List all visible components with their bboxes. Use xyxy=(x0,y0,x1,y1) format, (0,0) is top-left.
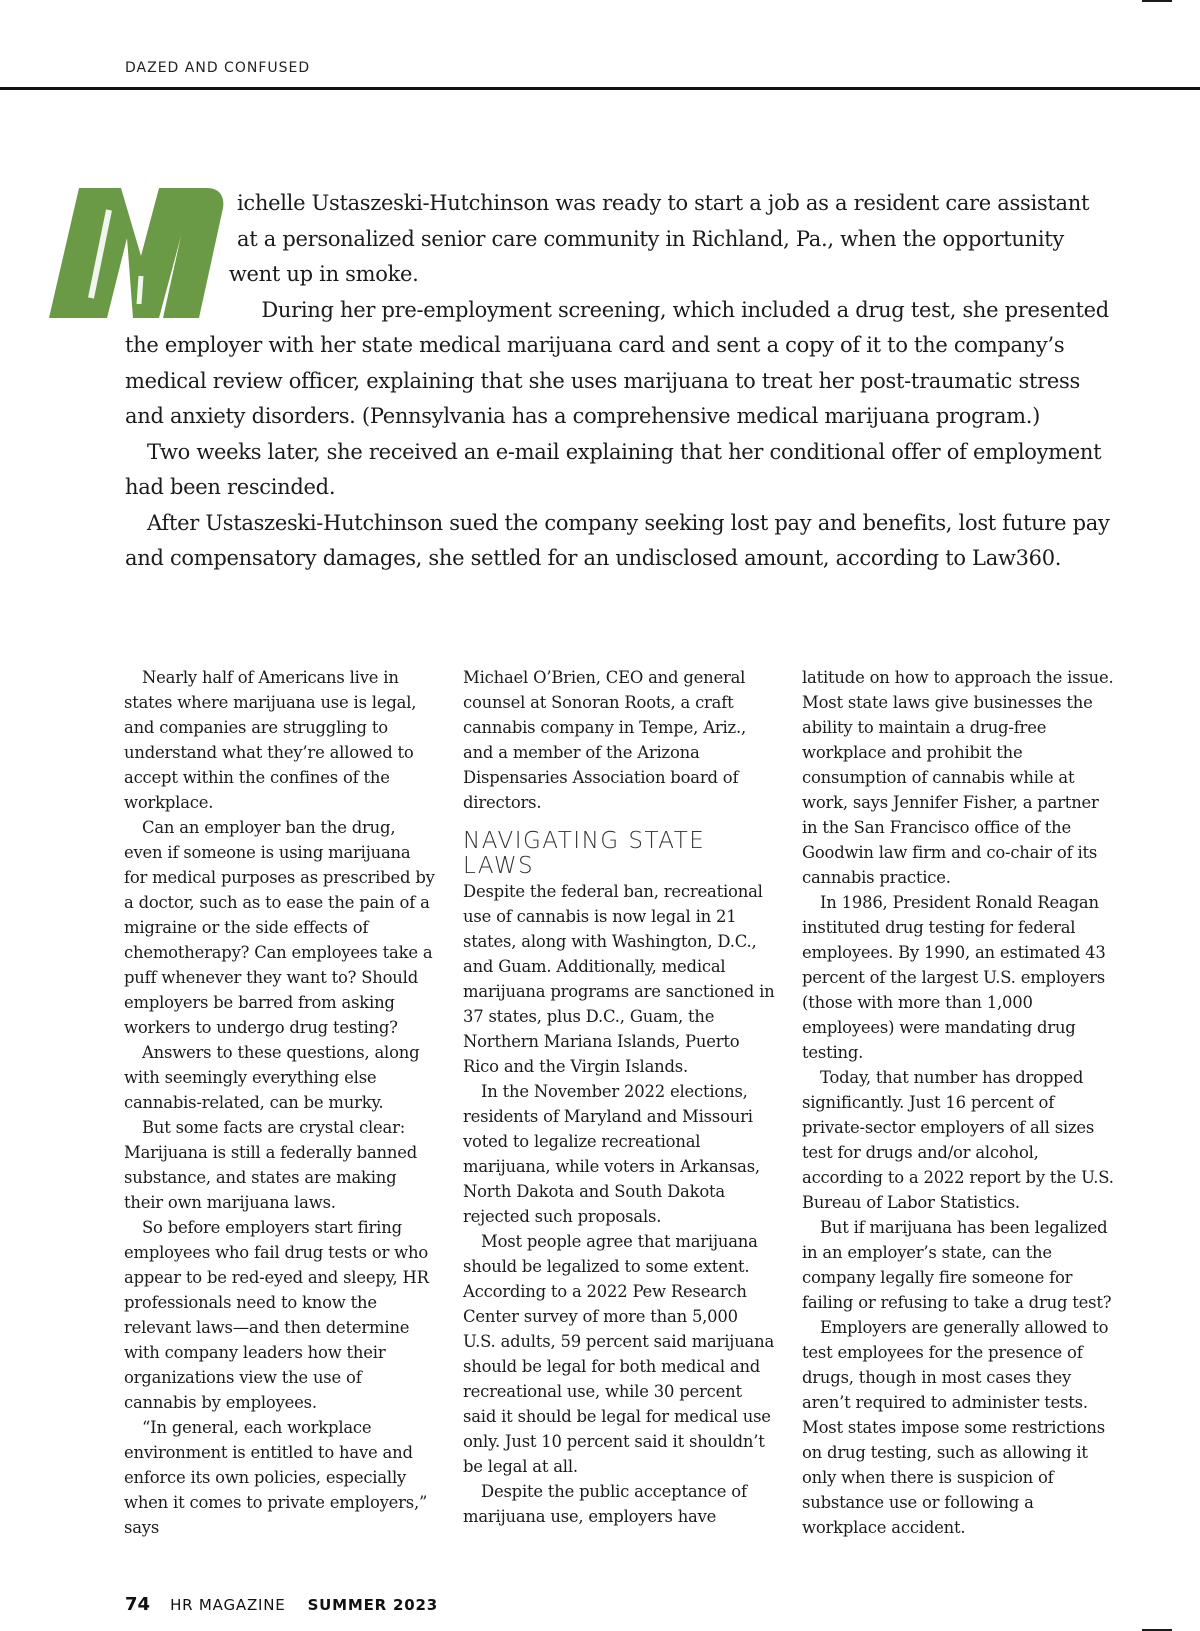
section-label: DAZED AND CONFUSED xyxy=(125,60,311,76)
col2-paragraph: Despite the public acceptance of marijuana use, employers have xyxy=(463,1482,747,1526)
col3-paragraph: But if marijuana has been legalized in an employer’s state, can the company legally fire someone for failing or refusing to take a drug test? xyxy=(802,1218,1112,1312)
col3-paragraph: In 1986, President Ronald Reagan instituted drug testing for federal employees. By 1990, an estimated 43 percent of the largest U.S. employers (those with more than 1,000 employees) were mandating drug testing. xyxy=(802,893,1106,1062)
column-1 xyxy=(124,665,436,1540)
subhead-navigating-state-laws: NAVIGATING STATE LAWS xyxy=(463,828,706,879)
col3-lead: latitude on how to approach the issue. Most state laws give businesses the ability to maintain a drug-free workplace and prohibit the consumption of cannabis while at work, says Jennifer Fisher, a partner in the San Francisco office of the Goodwin law firm and co-chair of its cannabis practice. xyxy=(802,668,1114,887)
magazine-name: HR MAGAZINE xyxy=(170,1596,286,1614)
col1-paragraph: Answers to these questions, along with seemingly everything else cannabis-related, can be murky. xyxy=(124,1043,420,1112)
intro xyxy=(125,186,1113,577)
issue-label: SUMMER 2023 xyxy=(307,1596,438,1614)
intro-paragraph-1: ichelle Ustaszeski-Hutchinson was ready to start a job as a resident care assistant at a personalized senior care community in Richland, Pa., when the opportunity went up in smoke. xyxy=(228,191,1090,286)
col3-paragraph: Employers are generally allowed to test employees for the presence of drugs, though in most cases they aren’t required to administer tests. Most states impose some restrictions on drug testing, such as allowing it only when there is suspicion of substance use or following a workplace accident. xyxy=(802,1318,1109,1537)
crop-mark-top xyxy=(1142,0,1172,2)
body-columns xyxy=(124,665,1114,1540)
dropcap-m-graphic xyxy=(49,186,227,324)
col2-paragraph: Most people agree that marijuana should be legalized to some extent. According to a 2022 Pew Research Center survey of more than 5,000 U.S. adults, 59 percent said marijuana should be legal for both medical and recreational use, while 30 percent said it should be legal for medical use only. Just 10 percent said it shouldn’t be legal at all. xyxy=(463,1232,775,1476)
col2-lead: Michael O’Brien, CEO and general counsel at Sonoran Roots, a craft cannabis company in Tempe, Ariz., and a member of the Arizona Dispensaries Association board of directors. xyxy=(463,668,746,812)
intro-paragraph-2: During her pre-employment screening, which included a drug test, she presented the employer with her state medical marijuana card and sent a copy of it to the company’s medical review officer, explaining that she uses marijuana to treat her post-traumatic stress and anxiety disorders. (Pennsylvania has a comprehensive medical marijuana program.) xyxy=(125,297,1109,428)
intro-paragraph-3: Two weeks later, she received an e-mail explaining that her conditional offer of employment had been rescinded. xyxy=(125,439,1102,499)
column-2 xyxy=(463,665,775,1540)
dropcap xyxy=(49,186,227,324)
col1-paragraph: “In general, each workplace environment is entitled to have and enforce its own policies, especially when it comes to private employers,” says xyxy=(124,1418,428,1537)
header-rule xyxy=(0,87,1200,90)
col1-paragraph: Can an employer ban the drug, even if someone is using marijuana for medical purposes as prescribed by a doctor, such as to ease the pain of a migraine or the side effects of chemotherapy? Can employees take a puff whenever they want to? Should employers be barred from asking workers to undergo drug testing? xyxy=(124,818,435,1037)
col2-paragraph: In the November 2022 elections, residents of Maryland and Missouri voted to legalize recreational marijuana, while voters in Arkansas, North Dakota and South Dakota rejected such proposals. xyxy=(463,1082,760,1226)
col3-paragraph: Today, that number has dropped significantly. Just 16 percent of private-sector employers of all sizes test for drugs and/or alcohol, according to a 2022 report by the U.S. Bureau of Labor Statistics. xyxy=(802,1068,1114,1212)
col1-paragraph: So before employers start firing employees who fail drug tests or who appear to be red-eyed and sleepy, HR professionals need to know the relevant laws—and then determine with company leaders how their organizations view the use of cannabis by employees. xyxy=(124,1218,429,1412)
column-3 xyxy=(802,665,1114,1540)
page-footer xyxy=(125,1594,438,1615)
col1-paragraph: But some facts are crystal clear: Marijuana is still a federally banned substance, and states are making their own marijuana laws. xyxy=(124,1118,418,1212)
col1-paragraph: Nearly half of Americans live in states where marijuana use is legal, and companies are struggling to understand what they’re allowed to accept within the confines of the workplace. xyxy=(124,668,417,812)
intro-paragraph-4: After Ustaszeski-Hutchinson sued the company seeking lost pay and benefits, lost future pay and compensatory damages, she settled for an undisclosed amount, according to Law360. xyxy=(125,510,1110,570)
page-number: 74 xyxy=(125,1594,151,1615)
dropcap-m-shape xyxy=(49,188,223,318)
col2-paragraph: Despite the federal ban, recreational use of cannabis is now legal in 21 states, along with Washington, D.C., and Guam. Additionally, medical marijuana programs are sanctioned in 37 states, plus D.C., Guam, the Northern Mariana Islands, Puerto Rico and the Virgin Islands. xyxy=(463,882,775,1076)
